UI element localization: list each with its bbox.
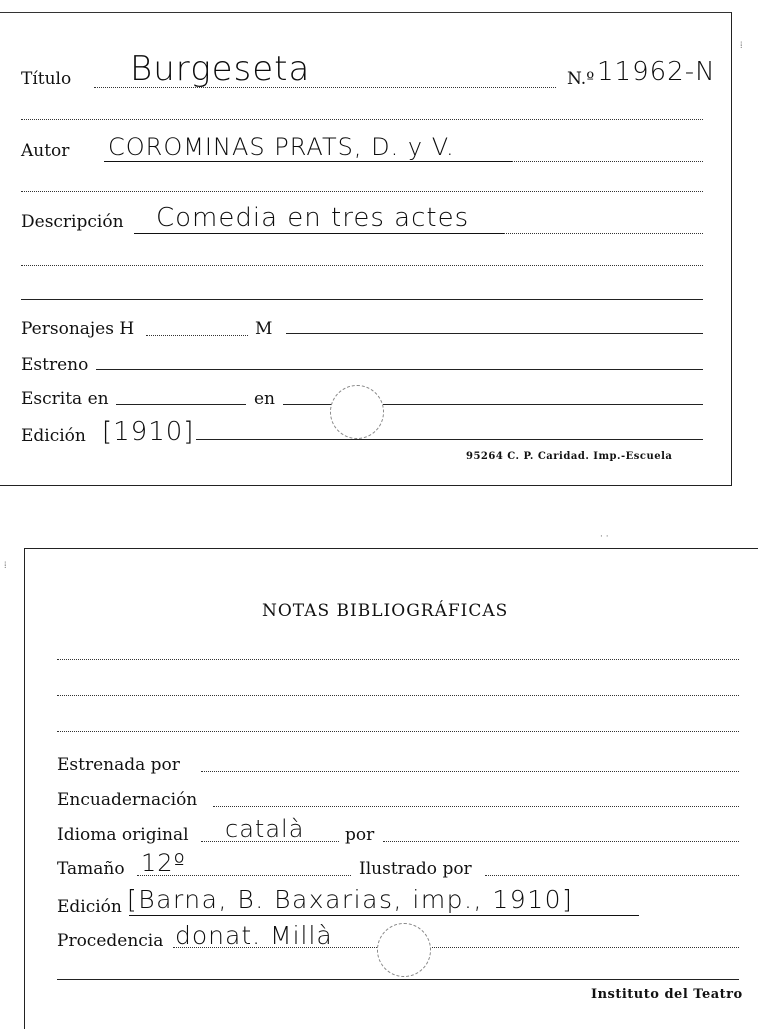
personajes-m-line xyxy=(286,333,703,334)
titulo-line-2 xyxy=(21,119,703,120)
ilustrado-label: Ilustrado por xyxy=(359,859,472,879)
edicion-label: Edición xyxy=(21,426,86,446)
encuadernacion-line xyxy=(213,806,739,807)
institute-footer: Instituto del Teatro xyxy=(591,987,743,1002)
estreno-line xyxy=(96,369,703,370)
titulo-label: Título xyxy=(21,69,72,89)
descripcion-line-3 xyxy=(21,299,703,300)
idioma-value: català xyxy=(225,815,305,843)
scan-speck: · · xyxy=(600,532,609,542)
estrenada-line xyxy=(201,771,739,772)
idioma-por-line xyxy=(383,841,739,842)
descripcion-value: Comedia en tres actes xyxy=(156,203,470,233)
mujeres-label: M xyxy=(255,319,273,339)
autor-value: COROMINAS PRATS, D. y V. xyxy=(108,133,455,161)
printer-imprint: 95264 C. P. Caridad. Imp.-Escuela xyxy=(466,451,673,462)
titulo-value: Burgeseta xyxy=(130,49,311,89)
ilustrado-line xyxy=(485,875,739,876)
tamano-line xyxy=(137,875,351,876)
descripcion-label: Descripción xyxy=(21,212,124,232)
autor-underline xyxy=(104,161,512,162)
punch-hole xyxy=(330,385,384,439)
por-label: por xyxy=(345,825,375,845)
procedencia-label: Procedencia xyxy=(57,931,164,951)
autor-line xyxy=(512,161,703,162)
punch-hole-back xyxy=(377,923,431,977)
scan-speck: ⁞ xyxy=(740,41,743,51)
personajes-label: Personajes H xyxy=(21,319,135,339)
notas-heading: NOTAS BIBLIOGRÁFICAS xyxy=(262,601,509,621)
autor-label: Autor xyxy=(21,141,70,161)
tamano-label: Tamaño xyxy=(57,859,125,879)
catalog-card-front xyxy=(0,12,732,486)
catalog-card-back xyxy=(24,548,758,1029)
escrita-label: Escrita en xyxy=(21,389,109,409)
footer-rule xyxy=(57,979,739,980)
edicion-value: [1910] xyxy=(102,417,195,447)
notas-line-2 xyxy=(57,695,739,696)
encuadernacion-label: Encuadernación xyxy=(57,790,198,810)
numero-label: N.º xyxy=(567,69,595,89)
idioma-line xyxy=(201,841,339,842)
notas-line-3 xyxy=(57,731,739,732)
procedencia-line xyxy=(173,947,739,948)
edicion-line xyxy=(196,439,703,440)
descripcion-line xyxy=(504,233,703,234)
edicion-back-underline xyxy=(129,915,639,916)
descripcion-underline xyxy=(134,233,504,234)
personajes-h-line xyxy=(146,335,248,336)
procedencia-value: donat. Millà xyxy=(175,921,333,950)
tamano-value: 12º xyxy=(141,849,186,877)
escrita-line xyxy=(116,404,246,405)
autor-line-2 xyxy=(21,191,703,192)
estreno-label: Estreno xyxy=(21,355,89,375)
numero-value: 11962-N xyxy=(597,57,716,87)
descripcion-line-2 xyxy=(21,265,703,266)
notas-line-1 xyxy=(57,659,739,660)
edicion-back-value: [Barna, B. Baxarias, imp., 1910] xyxy=(127,885,574,914)
idioma-label: Idioma original xyxy=(57,825,189,845)
en-label: en xyxy=(254,389,276,409)
estrenada-label: Estrenada por xyxy=(57,755,180,775)
scan-speck: ⁞ xyxy=(4,561,7,571)
edicion-back-label: Edición xyxy=(57,897,122,917)
